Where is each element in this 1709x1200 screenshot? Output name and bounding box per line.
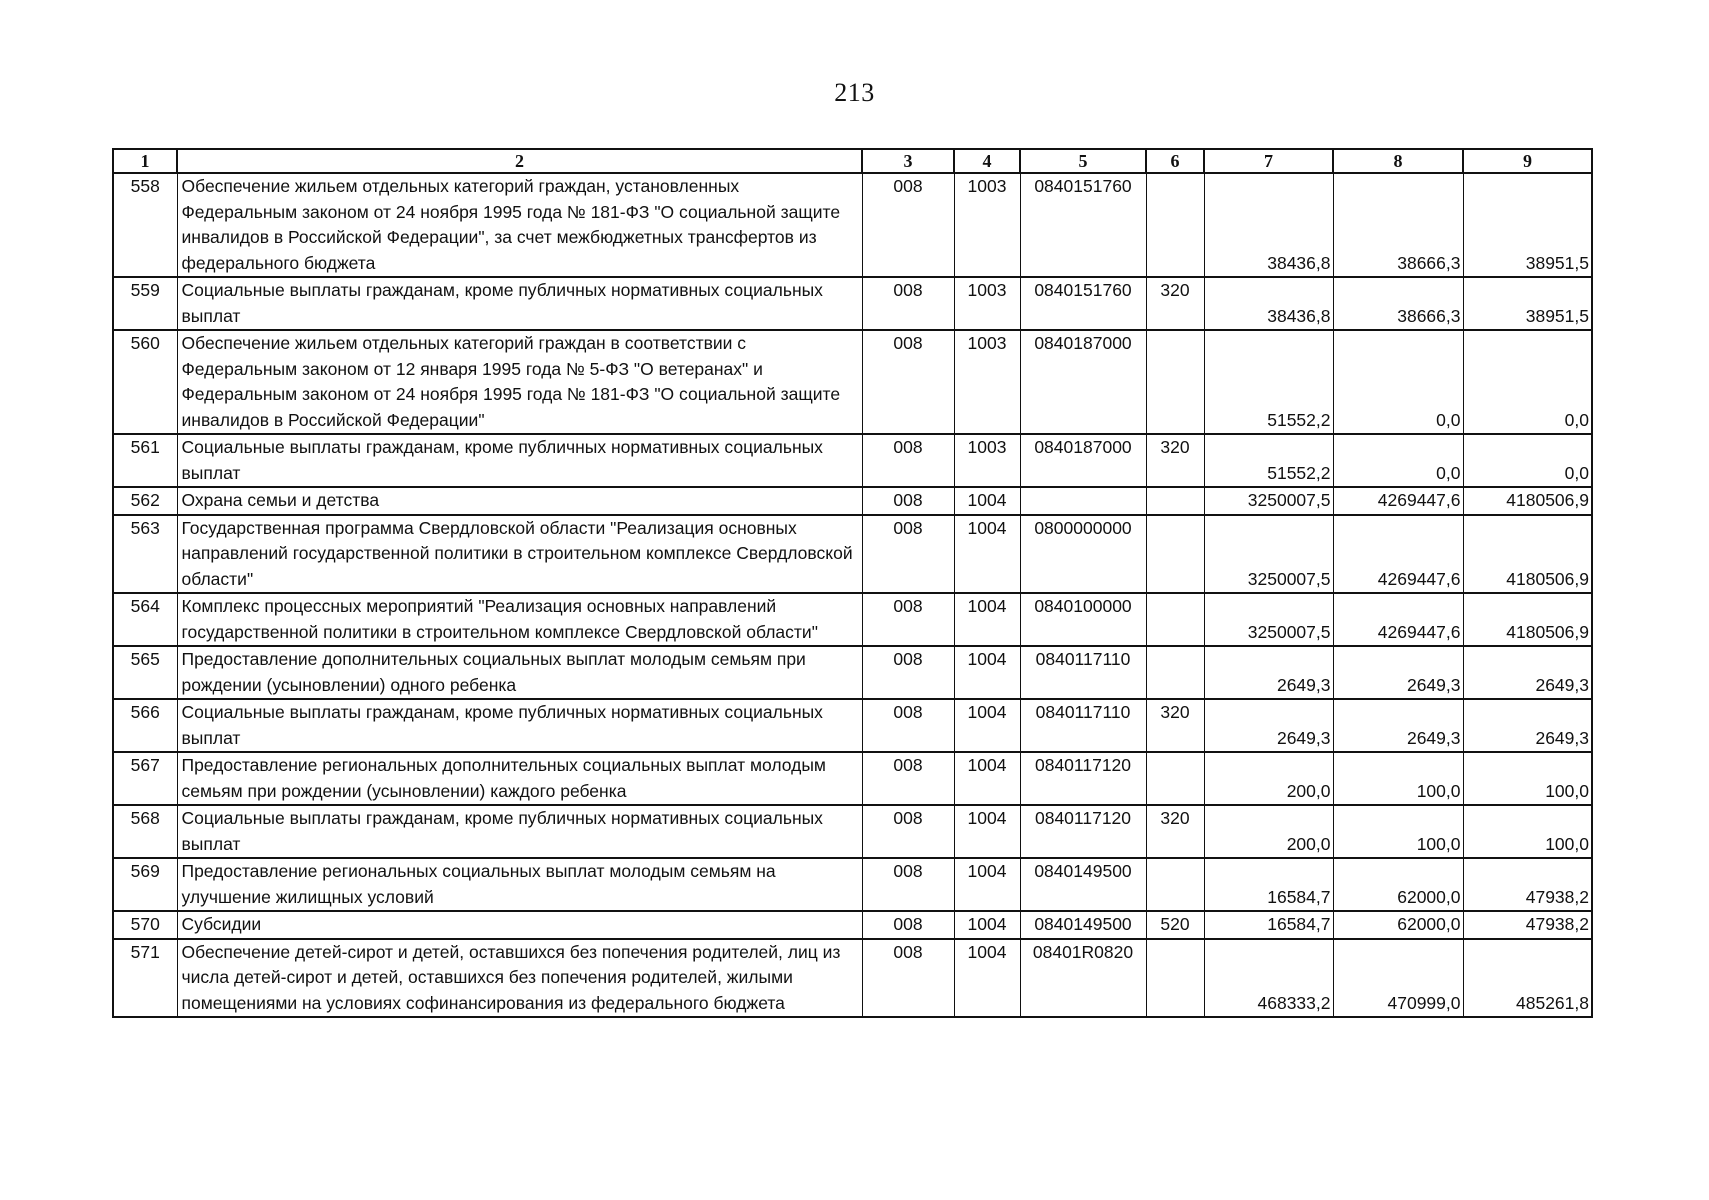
row-amount-col8: 0,0 — [1333, 330, 1463, 434]
table-row — [113, 911, 1592, 939]
row-target-code: 0840117110 — [1020, 699, 1146, 752]
row-amount-col9: 47938,2 — [1463, 911, 1592, 939]
row-ministry-code: 008 — [862, 858, 954, 911]
column-header-2: 2 — [177, 149, 862, 173]
row-expense-type-code — [1146, 487, 1204, 515]
row-amount-col8: 100,0 — [1333, 752, 1463, 805]
row-section-code: 1003 — [954, 330, 1020, 434]
row-number: 565 — [113, 646, 177, 699]
row-number: 567 — [113, 752, 177, 805]
table-row — [113, 515, 1592, 594]
row-amount-col7: 2649,3 — [1204, 646, 1333, 699]
row-target-code: 0840149500 — [1020, 911, 1146, 939]
row-number: 564 — [113, 593, 177, 646]
row-description: Социальные выплаты гражданам, кроме публичных нормативных социальных выплат — [177, 277, 862, 330]
row-expense-type-code: 320 — [1146, 277, 1204, 330]
row-expense-type-code — [1146, 858, 1204, 911]
row-ministry-code: 008 — [862, 911, 954, 939]
row-amount-col9: 100,0 — [1463, 752, 1592, 805]
row-amount-col8: 4269447,6 — [1333, 515, 1463, 594]
row-amount-col7: 3250007,5 — [1204, 487, 1333, 515]
table-row — [113, 805, 1592, 858]
row-expense-type-code: 520 — [1146, 911, 1204, 939]
row-amount-col9: 0,0 — [1463, 330, 1592, 434]
row-ministry-code: 008 — [862, 515, 954, 594]
row-ministry-code: 008 — [862, 752, 954, 805]
column-header-7: 7 — [1204, 149, 1333, 173]
row-amount-col8: 4269447,6 — [1333, 593, 1463, 646]
row-amount-col8: 62000,0 — [1333, 858, 1463, 911]
row-expense-type-code: 320 — [1146, 805, 1204, 858]
row-section-code: 1004 — [954, 858, 1020, 911]
row-section-code: 1004 — [954, 487, 1020, 515]
row-target-code: 0840117120 — [1020, 752, 1146, 805]
row-amount-col9: 47938,2 — [1463, 858, 1592, 911]
table-row — [113, 699, 1592, 752]
row-target-code: 0840117110 — [1020, 646, 1146, 699]
row-amount-col8: 62000,0 — [1333, 911, 1463, 939]
row-ministry-code: 008 — [862, 805, 954, 858]
column-header-1: 1 — [113, 149, 177, 173]
row-number: 570 — [113, 911, 177, 939]
row-number: 560 — [113, 330, 177, 434]
row-target-code: 0840117120 — [1020, 805, 1146, 858]
row-description: Социальные выплаты гражданам, кроме публичных нормативных социальных выплат — [177, 699, 862, 752]
column-header-8: 8 — [1333, 149, 1463, 173]
row-amount-col7: 38436,8 — [1204, 277, 1333, 330]
row-number: 563 — [113, 515, 177, 594]
row-expense-type-code — [1146, 939, 1204, 1018]
row-target-code: 0800000000 — [1020, 515, 1146, 594]
row-amount-col7: 51552,2 — [1204, 330, 1333, 434]
row-amount-col9: 38951,5 — [1463, 173, 1592, 277]
row-amount-col8: 4269447,6 — [1333, 487, 1463, 515]
row-amount-col8: 0,0 — [1333, 434, 1463, 487]
row-amount-col8: 2649,3 — [1333, 699, 1463, 752]
row-description: Предоставление региональных дополнительных социальных выплат молодым семьям при рождении (усыновлении) каждого ребенка — [177, 752, 862, 805]
row-description: Охрана семьи и детства — [177, 487, 862, 515]
row-target-code: 08401R0820 — [1020, 939, 1146, 1018]
row-amount-col7: 16584,7 — [1204, 911, 1333, 939]
budget-table — [112, 148, 1593, 1018]
column-header-9: 9 — [1463, 149, 1592, 173]
row-amount-col9: 0,0 — [1463, 434, 1592, 487]
row-number: 562 — [113, 487, 177, 515]
row-section-code: 1004 — [954, 752, 1020, 805]
row-amount-col9: 2649,3 — [1463, 699, 1592, 752]
row-amount-col8: 38666,3 — [1333, 277, 1463, 330]
table-body — [113, 173, 1592, 1017]
row-description: Социальные выплаты гражданам, кроме публичных нормативных социальных выплат — [177, 805, 862, 858]
row-description: Комплекс процессных мероприятий "Реализация основных направлений государственной политики в строительном комплексе Свердловской области" — [177, 593, 862, 646]
row-section-code: 1004 — [954, 805, 1020, 858]
row-section-code: 1004 — [954, 593, 1020, 646]
page-number: 213 — [834, 78, 875, 107]
row-target-code: 0840151760 — [1020, 277, 1146, 330]
row-amount-col7: 2649,3 — [1204, 699, 1333, 752]
row-amount-col7: 3250007,5 — [1204, 515, 1333, 594]
row-description: Социальные выплаты гражданам, кроме публичных нормативных социальных выплат — [177, 434, 862, 487]
row-expense-type-code — [1146, 515, 1204, 594]
row-section-code: 1004 — [954, 939, 1020, 1018]
table-row — [113, 858, 1592, 911]
row-amount-col8: 470999,0 — [1333, 939, 1463, 1018]
row-ministry-code: 008 — [862, 173, 954, 277]
row-number: 561 — [113, 434, 177, 487]
row-description: Предоставление региональных социальных выплат молодым семьям на улучшение жилищных условий — [177, 858, 862, 911]
row-section-code: 1003 — [954, 277, 1020, 330]
row-section-code: 1003 — [954, 434, 1020, 487]
row-amount-col9: 4180506,9 — [1463, 515, 1592, 594]
row-ministry-code: 008 — [862, 699, 954, 752]
row-target-code: 0840149500 — [1020, 858, 1146, 911]
row-amount-col7: 38436,8 — [1204, 173, 1333, 277]
row-amount-col7: 16584,7 — [1204, 858, 1333, 911]
row-amount-col7: 200,0 — [1204, 752, 1333, 805]
row-description: Обеспечение детей-сирот и детей, оставшихся без попечения родителей, лиц из числа детей-сирот и детей, оставшихся без попечения родителей, жилыми помещениями на условиях софинансирования из федерального бюджета — [177, 939, 862, 1018]
row-target-code — [1020, 487, 1146, 515]
row-description: Обеспечение жильем отдельных категорий граждан в соответствии с Федеральным законом от 12 января 1995 года № 5-ФЗ "О ветеранах" и Федеральным законом от 24 ноября 1995 года № 181-ФЗ "О социальной защите инвалидов в Российской Федерации" — [177, 330, 862, 434]
column-header-5: 5 — [1020, 149, 1146, 173]
row-ministry-code: 008 — [862, 646, 954, 699]
row-target-code: 0840100000 — [1020, 593, 1146, 646]
table-row — [113, 593, 1592, 646]
table-row — [113, 752, 1592, 805]
row-section-code: 1004 — [954, 515, 1020, 594]
column-header-6: 6 — [1146, 149, 1204, 173]
row-target-code: 0840187000 — [1020, 434, 1146, 487]
row-amount-col8: 38666,3 — [1333, 173, 1463, 277]
row-ministry-code: 008 — [862, 487, 954, 515]
row-amount-col8: 2649,3 — [1333, 646, 1463, 699]
row-description: Предоставление дополнительных социальных выплат молодым семьям при рождении (усыновлении) одного ребенка — [177, 646, 862, 699]
column-header-4: 4 — [954, 149, 1020, 173]
row-amount-col9: 38951,5 — [1463, 277, 1592, 330]
row-section-code: 1004 — [954, 646, 1020, 699]
row-expense-type-code — [1146, 593, 1204, 646]
table-row — [113, 646, 1592, 699]
row-number: 571 — [113, 939, 177, 1018]
row-description: Государственная программа Свердловской области "Реализация основных направлений государственной политики в строительном комплексе Свердловской области" — [177, 515, 862, 594]
row-amount-col9: 100,0 — [1463, 805, 1592, 858]
table-row — [113, 330, 1592, 434]
row-expense-type-code: 320 — [1146, 699, 1204, 752]
row-number: 558 — [113, 173, 177, 277]
row-amount-col7: 51552,2 — [1204, 434, 1333, 487]
row-amount-col8: 100,0 — [1333, 805, 1463, 858]
row-expense-type-code — [1146, 330, 1204, 434]
row-amount-col9: 4180506,9 — [1463, 487, 1592, 515]
row-amount-col7: 200,0 — [1204, 805, 1333, 858]
row-ministry-code: 008 — [862, 939, 954, 1018]
row-ministry-code: 008 — [862, 593, 954, 646]
table-row — [113, 277, 1592, 330]
row-section-code: 1004 — [954, 699, 1020, 752]
row-description: Обеспечение жильем отдельных категорий граждан, установленных Федеральным законом от 24 ноября 1995 года № 181-ФЗ "О социальной защите инвалидов в Российской Федерации", за счет межбюджетных трансфертов из федерального бюджета — [177, 173, 862, 277]
row-expense-type-code — [1146, 752, 1204, 805]
row-ministry-code: 008 — [862, 330, 954, 434]
row-number: 559 — [113, 277, 177, 330]
row-ministry-code: 008 — [862, 434, 954, 487]
row-number: 569 — [113, 858, 177, 911]
table-header — [113, 149, 1592, 173]
row-target-code: 0840151760 — [1020, 173, 1146, 277]
table-row — [113, 939, 1592, 1018]
column-header-3: 3 — [862, 149, 954, 173]
row-expense-type-code: 320 — [1146, 434, 1204, 487]
row-target-code: 0840187000 — [1020, 330, 1146, 434]
row-section-code: 1004 — [954, 911, 1020, 939]
row-expense-type-code — [1146, 646, 1204, 699]
row-expense-type-code — [1146, 173, 1204, 277]
header-row — [113, 149, 1592, 173]
row-amount-col7: 468333,2 — [1204, 939, 1333, 1018]
row-amount-col9: 485261,8 — [1463, 939, 1592, 1018]
row-ministry-code: 008 — [862, 277, 954, 330]
row-amount-col7: 3250007,5 — [1204, 593, 1333, 646]
table-row — [113, 434, 1592, 487]
row-amount-col9: 4180506,9 — [1463, 593, 1592, 646]
table-row — [113, 487, 1592, 515]
row-section-code: 1003 — [954, 173, 1020, 277]
row-description: Субсидии — [177, 911, 862, 939]
row-number: 568 — [113, 805, 177, 858]
row-number: 566 — [113, 699, 177, 752]
table-row — [113, 173, 1592, 277]
row-amount-col9: 2649,3 — [1463, 646, 1592, 699]
